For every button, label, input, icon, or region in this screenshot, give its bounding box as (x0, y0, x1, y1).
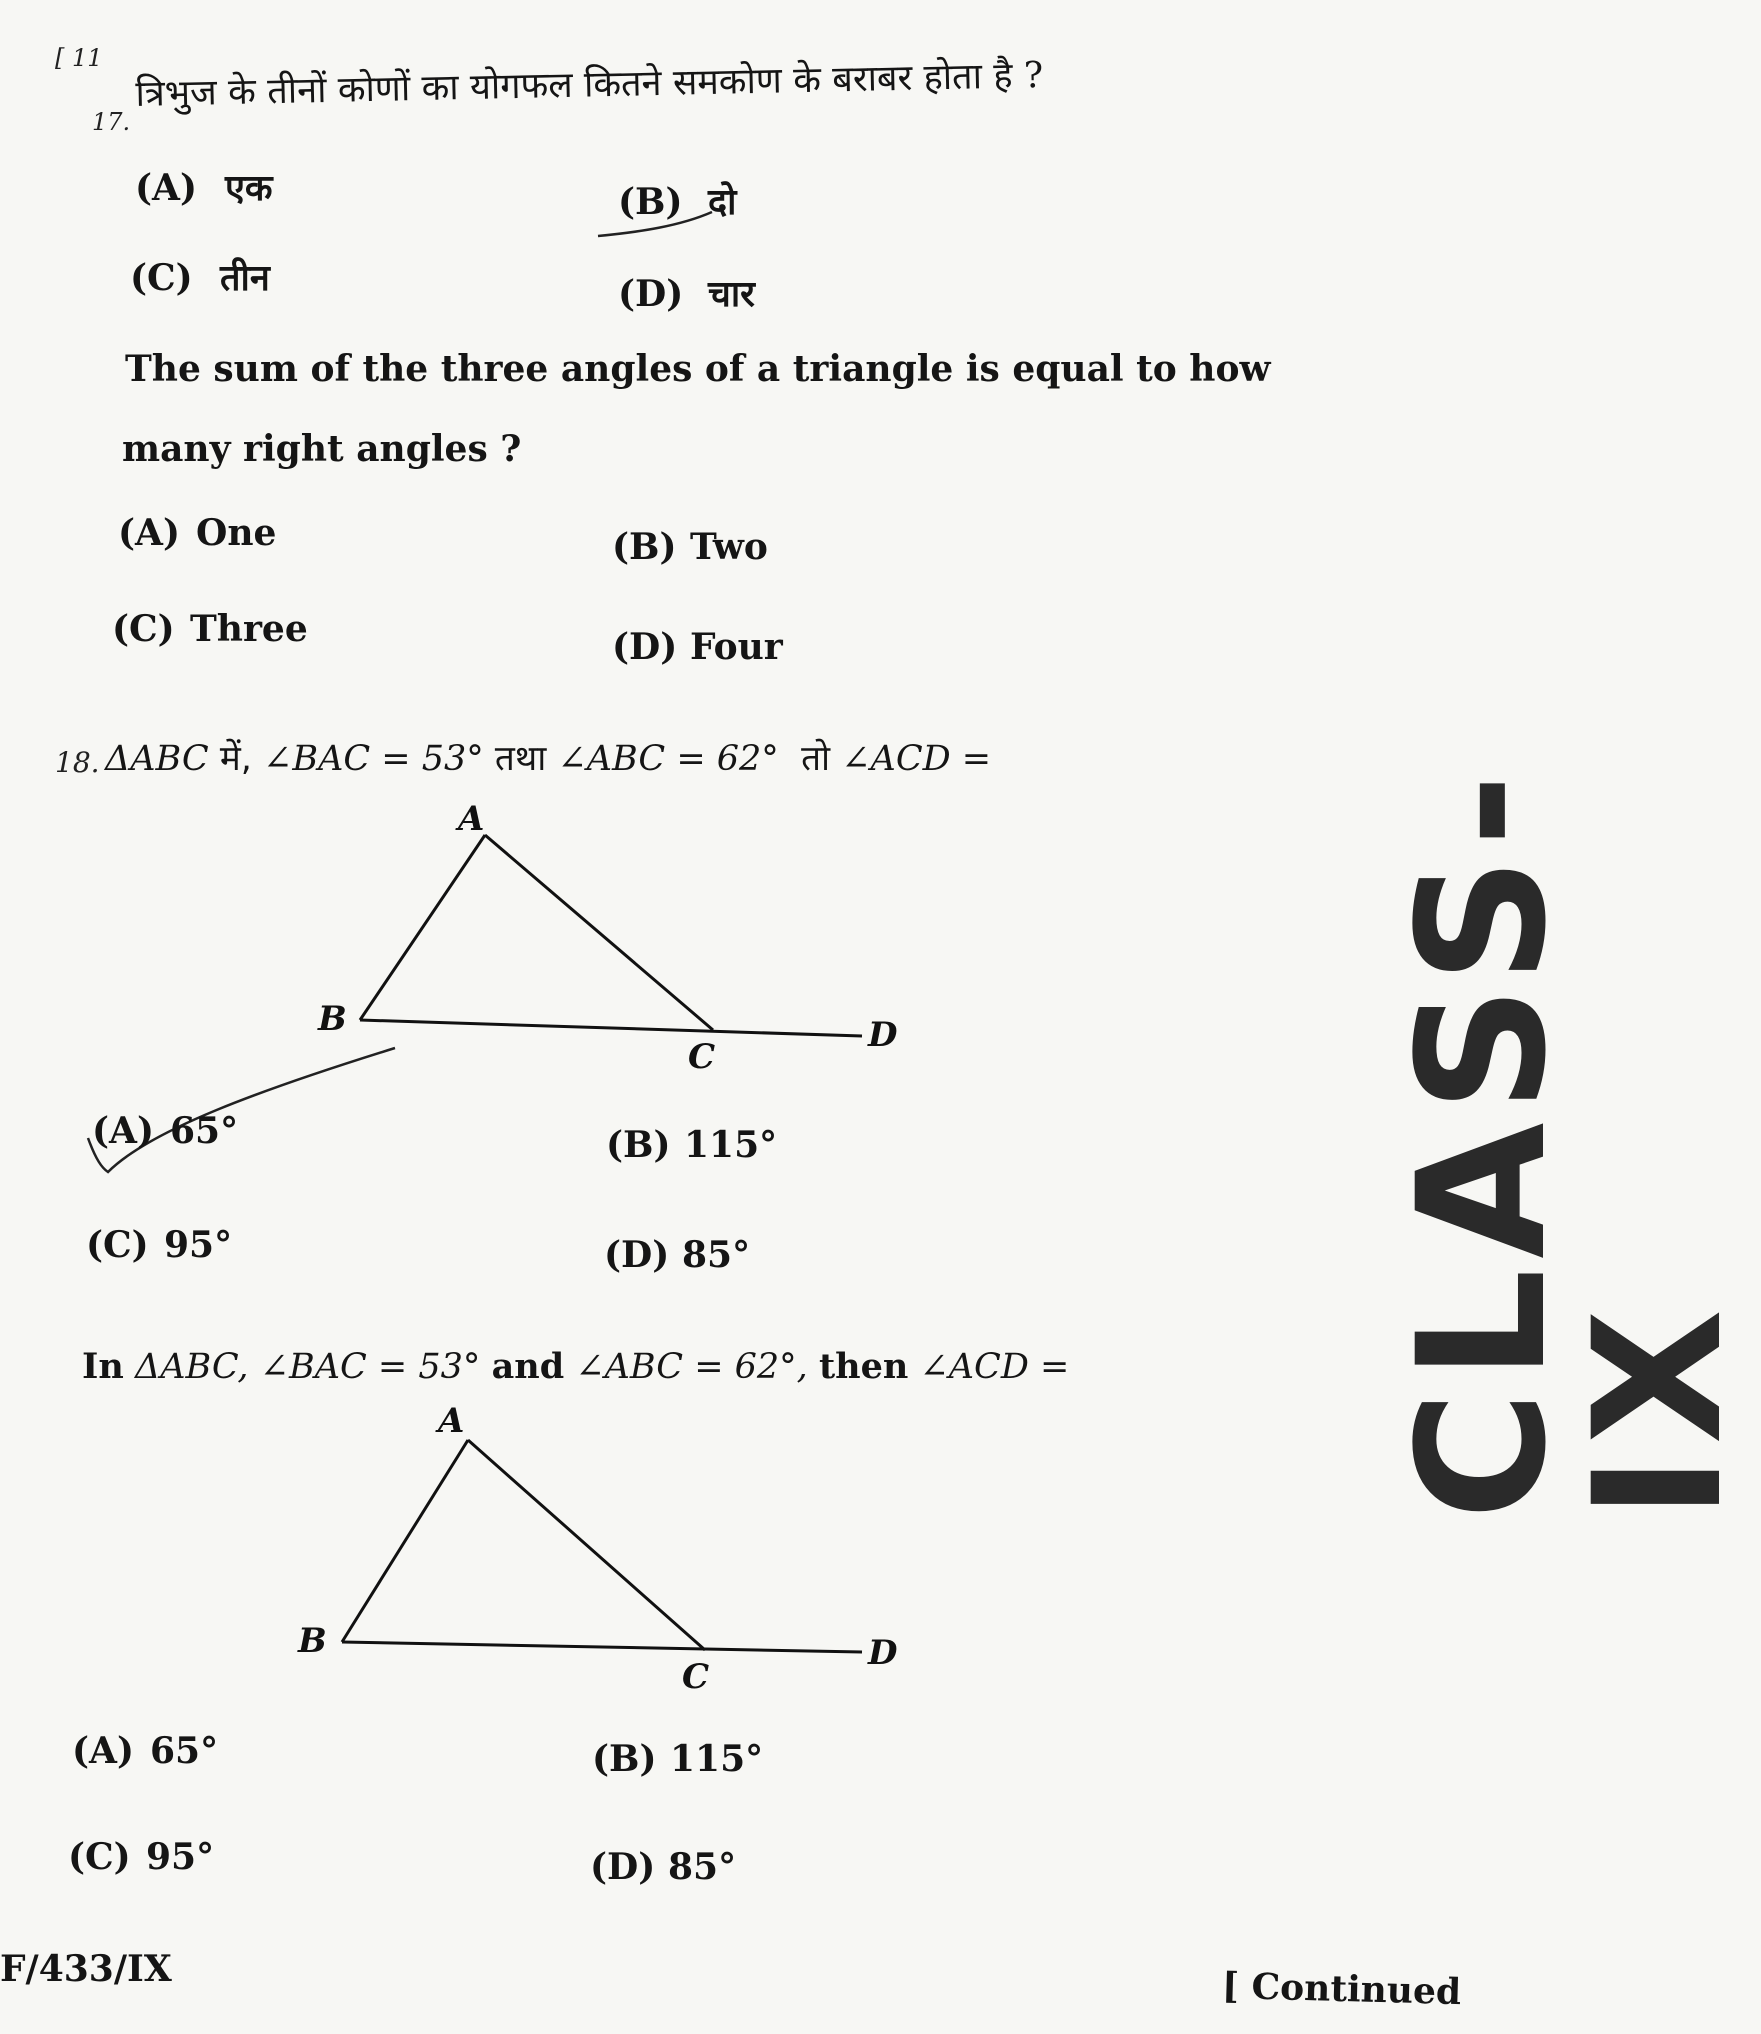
angle-abc: ∠ABC = 62° (557, 739, 779, 779)
class-stamp: CLASS-IX (1380, 763, 1761, 1520)
option-label: (A) (72, 1730, 134, 1772)
vertex-label-d: D (868, 1015, 898, 1055)
q18-hindi-option-b (606, 1124, 777, 1166)
tick-mark-q17 (598, 212, 712, 236)
option-text: One (196, 512, 277, 554)
option-label: (C) (68, 1836, 131, 1878)
vertex2-label-c: C (682, 1657, 710, 1697)
angle-bac: ∠BAC = 53° (259, 1347, 481, 1387)
option-label: (B) (606, 1124, 671, 1166)
option-text: 95° (164, 1224, 233, 1266)
option-text: तीन (220, 257, 270, 299)
option-text: 95° (146, 1836, 215, 1878)
option-text: 85° (682, 1234, 751, 1276)
angle-acd: ∠ACD = (919, 1347, 1070, 1387)
vertex-label-a: A (458, 799, 485, 839)
vertex-label-b: B (318, 999, 347, 1039)
base2-line-bd (342, 1642, 862, 1652)
q18-english-option-d (590, 1846, 736, 1888)
q18-english-option-b (592, 1738, 763, 1780)
option-text: दो (708, 181, 737, 223)
option-text: 85° (668, 1846, 737, 1888)
vertex2-label-b: B (298, 1621, 327, 1661)
triangle2-side-ba (342, 1440, 468, 1642)
q17-hindi-question: त्रिभुज के तीनों कोणों का योगफल कितने समकोण के बराबर होता है ? (135, 54, 1044, 115)
triangle-abc: ΔABC, (134, 1347, 249, 1387)
word-then: then (818, 1346, 909, 1387)
option-label: (A) (135, 167, 197, 209)
option-text: 115° (670, 1738, 764, 1780)
option-label: (B) (612, 526, 677, 568)
option-label: (D) (612, 626, 678, 668)
option-text: चार (708, 273, 755, 315)
option-text: Two (690, 526, 768, 568)
vertex2-label-a: A (438, 1401, 465, 1441)
option-text: Four (690, 626, 783, 668)
word-mein: में, (219, 739, 252, 779)
option-label: (B) (618, 181, 683, 223)
vertex2-label-d: D (868, 1633, 898, 1673)
triangle-side-ba (360, 835, 485, 1020)
q18-english-option-a (72, 1730, 218, 1772)
option-label: (A) (118, 512, 180, 554)
q18-english-question (82, 1346, 1069, 1387)
word-to: तो (801, 739, 831, 779)
q18-hindi-option-a (92, 1110, 238, 1152)
question-number-18: 18. (55, 746, 100, 779)
margin-note: [ 11 (55, 44, 103, 72)
option-text: Three (190, 608, 308, 650)
angle-bac: ∠BAC = 53° (263, 739, 484, 779)
q18-hindi-option-c (86, 1224, 232, 1266)
option-text: एक (225, 167, 273, 209)
continued-label: [ Continued (1221, 1964, 1462, 2014)
base-line-bd (360, 1020, 862, 1036)
triangle-abc: ΔABC (105, 739, 209, 779)
paper-code: F/433/IX (0, 1948, 172, 1990)
word-tatha: तथा (494, 739, 547, 779)
q18-english-option-c (68, 1836, 214, 1878)
option-label: (A) (92, 1110, 154, 1152)
q17-english-question-line1: The sum of the three angles of a triangle is equal to how (125, 348, 1271, 390)
q18-hindi-option-d (604, 1234, 750, 1276)
option-text: 115° (684, 1124, 778, 1166)
option-text: 65° (150, 1730, 219, 1772)
option-label: (B) (592, 1738, 657, 1780)
option-label: (D) (618, 273, 684, 315)
triangle-side-ac (485, 835, 713, 1030)
angle-acd: ∠ACD = (841, 739, 992, 779)
vertex-label-c: C (688, 1037, 716, 1077)
word-and: and (491, 1346, 565, 1387)
option-label: (C) (112, 608, 175, 650)
q17-english-question-line2: many right angles ? (122, 428, 522, 470)
option-label: (D) (604, 1234, 670, 1276)
option-label: (C) (130, 257, 193, 299)
question-number-17: 17. (92, 108, 131, 136)
angle-abc: ∠ABC = 62°, (575, 1347, 808, 1387)
triangle2-side-ac (468, 1440, 705, 1650)
option-label: (D) (590, 1846, 656, 1888)
option-label: (C) (86, 1224, 149, 1266)
option-text: 65° (170, 1110, 239, 1152)
word-in: In (82, 1346, 124, 1387)
